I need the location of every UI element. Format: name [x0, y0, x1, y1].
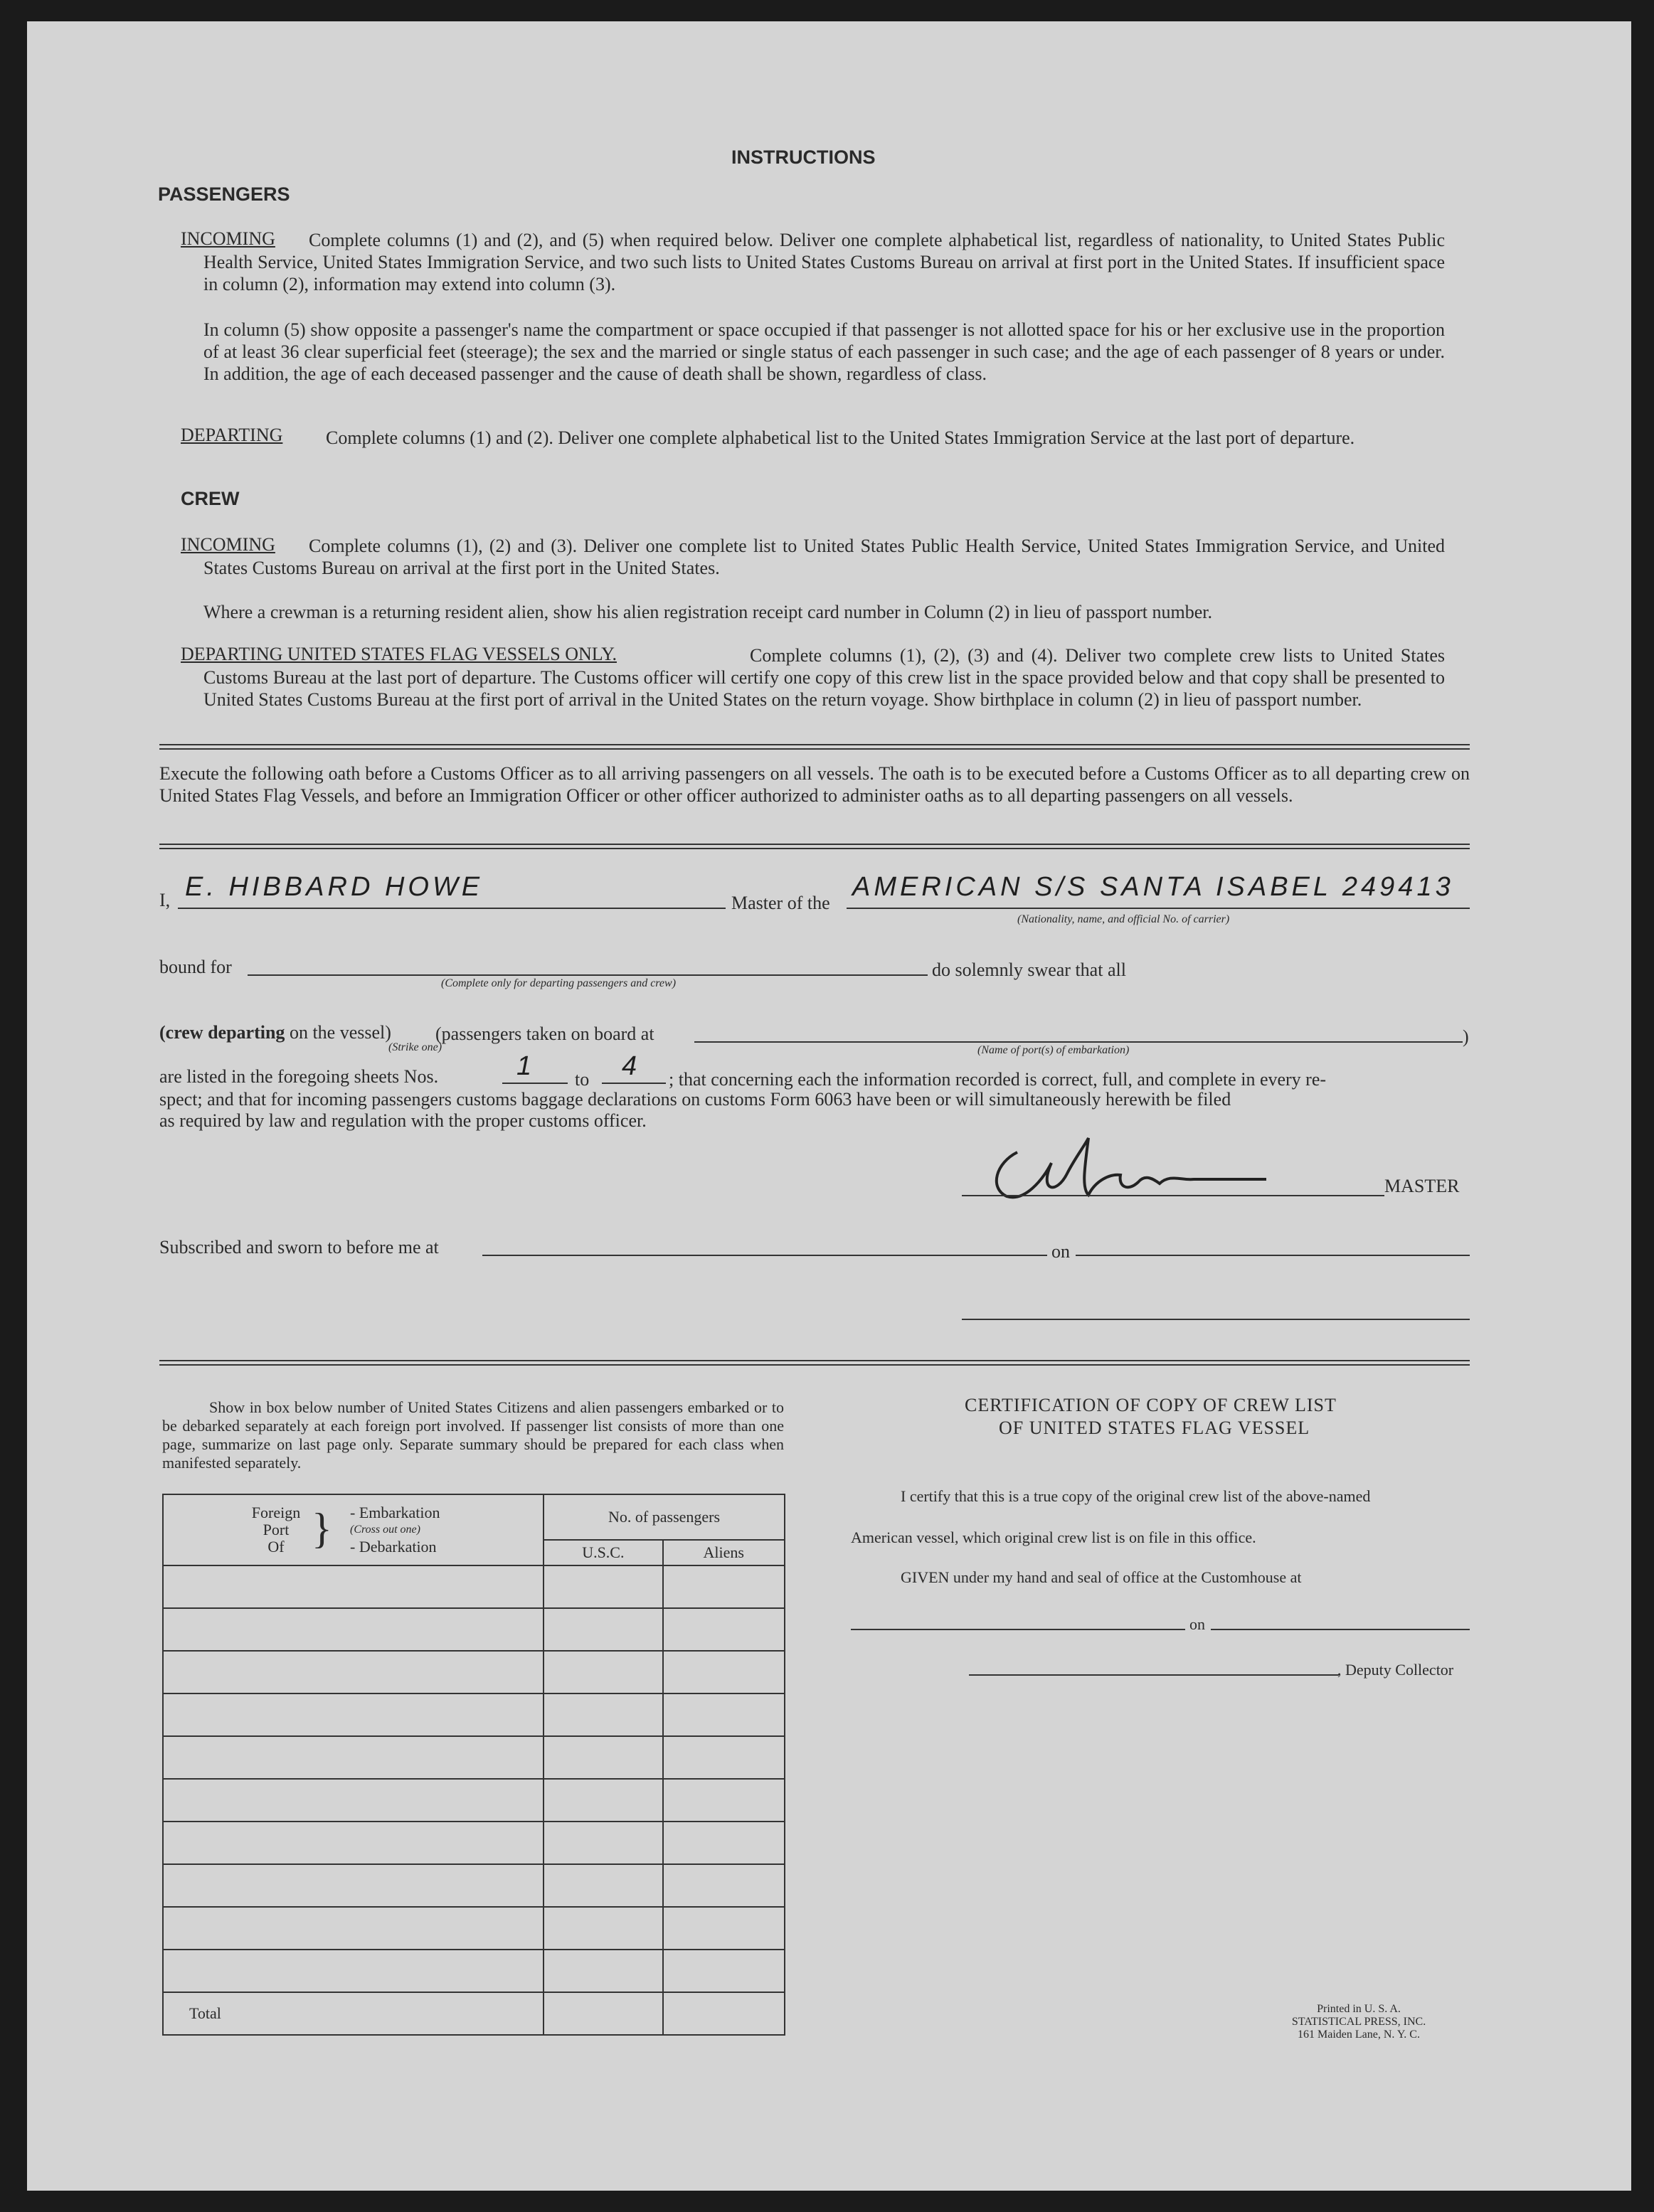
- bound-for-caption: (Complete only for departing passengers and crew): [441, 977, 677, 989]
- bound-for-label: bound for: [159, 957, 232, 977]
- bound-for-line: [248, 974, 928, 976]
- port-cell[interactable]: [163, 1565, 544, 1608]
- no-of-passengers-header: No. of passengers: [544, 1494, 785, 1540]
- swear-label: do solemnly swear that all: [932, 959, 1126, 980]
- port-cell[interactable]: [163, 1736, 544, 1779]
- certification-line-1: I certify that this is a true copy of the original crew list of the above-named: [901, 1487, 1371, 1505]
- crew-departing-text: Complete columns (1), (2), (3) and (4). Deliver two complete crew lists to United States Customs Bureau at the last port of departure. The Customs officer will certify one copy of this crew list in the space provided below and that copy shall be presented to United States Customs Bureau at the first port of arrival in the United States on the return voyage. Show birthplace in column (2) in lieu of passport number.: [203, 645, 1445, 710]
- aliens-header: Aliens: [663, 1540, 785, 1565]
- oath-line-2: spect; and that for incoming passengers customs baggage declarations on customs Form 6063 have been or will simultaneously herewith be filed: [159, 1089, 1231, 1110]
- passengers-departing-text: Complete columns (1) and (2). Deliver one complete alphabetical list to the United States Immigration Service at the last port of departure.: [326, 427, 1355, 448]
- crew-incoming-text: Complete columns (1), (2) and (3). Deliver one complete list to United States Public Health Service, United States Immigration Service, and United States Customs Bureau on arrival at the first port in the United States.: [203, 536, 1445, 578]
- aliens-cell[interactable]: [663, 1736, 785, 1779]
- embarkation-label: - Embarkation: [350, 1504, 440, 1521]
- oath-line-3: as required by law and regulation with the proper customs officer.: [159, 1110, 647, 1131]
- certification-title-1: CERTIFICATION OF COPY OF CREW LIST: [965, 1395, 1337, 1415]
- total-usc-cell[interactable]: [544, 1992, 662, 2035]
- of-label: Of: [267, 1538, 285, 1556]
- usc-cell[interactable]: [544, 1864, 662, 1907]
- aliens-cell[interactable]: [663, 1565, 785, 1608]
- sheet-from-line: [502, 1083, 568, 1084]
- printer-line-3: 161 Maiden Lane, N. Y. C.: [1298, 2028, 1420, 2041]
- summary-note: Show in box below number of United States Citizens and alien passengers embarked or to be debarked separately at each foreign port involved. If passenger list consists of more than one page, summarize on last page only. Separate summary should be prepared for each class when manifested separately.: [162, 1398, 784, 1472]
- usc-header: U.S.C.: [544, 1540, 662, 1565]
- embarkation-port-line: [694, 1041, 1463, 1043]
- crew-departing-option: (crew departing: [159, 1022, 285, 1043]
- table-row: [163, 1608, 785, 1651]
- usc-cell[interactable]: [544, 1693, 662, 1736]
- listed-label: are listed in the foregoing sheets Nos.: [159, 1066, 439, 1087]
- table-row: [163, 1779, 785, 1822]
- subscribed-label: Subscribed and sworn to before me at: [159, 1237, 439, 1257]
- listed-rest: ; that concerning each the information recorded is correct, full, and complete in every re-: [669, 1069, 1327, 1090]
- aliens-cell[interactable]: [663, 1608, 785, 1651]
- deputy-signature-line: [969, 1674, 1339, 1676]
- certification-given: GIVEN under my hand and seal of office at the Customhouse at: [901, 1568, 1302, 1586]
- printer-imprint: [1252, 2003, 1465, 2041]
- aliens-cell[interactable]: [663, 1907, 785, 1950]
- usc-cell[interactable]: [544, 1736, 662, 1779]
- close-paren: ): [1463, 1026, 1469, 1047]
- printer-line-1: Printed in U. S. A.: [1317, 2003, 1401, 2015]
- carrier-line: [847, 908, 1470, 909]
- port-cell[interactable]: [163, 1779, 544, 1822]
- divider: [159, 744, 1470, 750]
- aliens-cell[interactable]: [663, 1779, 785, 1822]
- port-label: Port: [263, 1521, 290, 1538]
- subscribed-at-line: [482, 1255, 1047, 1256]
- crew-heading: CREW: [181, 488, 240, 509]
- usc-cell[interactable]: [544, 1907, 662, 1950]
- aliens-cell[interactable]: [663, 1822, 785, 1864]
- crew-departing-choice: [159, 1021, 391, 1043]
- certification-date-line: [1211, 1629, 1470, 1630]
- debarkation-label: - Debarkation: [350, 1538, 437, 1556]
- table-row: [163, 1693, 785, 1736]
- brace-icon: }: [312, 1505, 332, 1552]
- signature-line: [962, 1195, 1384, 1196]
- port-cell[interactable]: [163, 1907, 544, 1950]
- master-of-label: Master of the: [731, 893, 830, 913]
- port-cell[interactable]: [163, 1950, 544, 1992]
- instructions-title: INSTRUCTIONS: [731, 147, 876, 168]
- port-cell[interactable]: [163, 1822, 544, 1864]
- on-vessel-label: on the vessel): [289, 1022, 391, 1043]
- certification-title-2: OF UNITED STATES FLAG VESSEL: [999, 1418, 1310, 1438]
- passengers-column5-text: In column (5) show opposite a passenger's name the compartment or space occupied if that passenger is not allotted space for his or her exclusive use in the proportion of at least 36 clear superficial feet (steerage); the sex and the married or single status of each passenger in such case; and the age of each passenger of 8 years or under. In addition, the age of each deceased passenger and the cause of death shall be shown, regardless of class.: [203, 319, 1445, 384]
- master-name: E. HIBBARD HOWE: [185, 872, 484, 902]
- oath-intro: Execute the following oath before a Customs Officer as to all arriving passengers on all vessels. The oath is to be executed before a Customs Officer as to all departing crew on United States Flag Vessels, and before an Immigration Officer or other officer authorized to administer oaths as to all departing passengers on all vessels.: [159, 763, 1470, 806]
- port-cell[interactable]: [163, 1651, 544, 1693]
- usc-cell[interactable]: [544, 1822, 662, 1864]
- certification-line-2: American vessel, which original crew list is on file in this office.: [851, 1528, 1256, 1546]
- aliens-cell[interactable]: [663, 1950, 785, 1992]
- subscribed-on-label: on: [1051, 1241, 1070, 1262]
- table-row: [163, 1907, 785, 1950]
- crew-departing-label: DEPARTING UNITED STATES FLAG VESSELS ONLY.: [181, 644, 617, 664]
- master-label: MASTER: [1384, 1176, 1460, 1196]
- table-row: [163, 1565, 785, 1608]
- total-aliens-cell[interactable]: [663, 1992, 785, 2035]
- usc-cell[interactable]: [544, 1651, 662, 1693]
- total-row: [163, 1992, 785, 2035]
- sheet-from: 1: [516, 1051, 536, 1081]
- passengers-incoming-text: Complete columns (1) and (2), and (5) when required below. Deliver one complete alphabetical list, regardless of nationality, to United States Public Health Service, United States Immigration Service, and two such lists to United States Customs Bureau on arrival at first port in the United States. If insufficient space in column (2), information may extend into column (3).: [203, 230, 1445, 294]
- carrier-name: AMERICAN S/S SANTA ISABEL 249413: [852, 872, 1454, 902]
- cross-out-label: (Cross out one): [350, 1524, 420, 1536]
- divider: [159, 1360, 1470, 1366]
- subscribed-on-line: [1076, 1255, 1470, 1256]
- aliens-cell[interactable]: [663, 1693, 785, 1736]
- usc-cell[interactable]: [544, 1779, 662, 1822]
- strike-one-caption: (Strike one): [388, 1041, 442, 1053]
- i-label: I,: [159, 890, 171, 910]
- certification-on-label: on: [1189, 1615, 1205, 1633]
- port-cell[interactable]: [163, 1693, 544, 1736]
- table-row: [163, 1651, 785, 1693]
- divider: [159, 844, 1470, 849]
- passengers-incoming-label: INCOMING: [181, 228, 275, 249]
- usc-cell[interactable]: [544, 1608, 662, 1651]
- table-row: [163, 1822, 785, 1864]
- usc-cell[interactable]: [544, 1950, 662, 1992]
- crew-resident-text: Where a crewman is a returning resident alien, show his alien registration receipt card number in Column (2) in lieu of passport number.: [203, 602, 1213, 622]
- to-label: to: [575, 1069, 590, 1090]
- carrier-caption: (Nationality, name, and official No. of carrier): [1017, 913, 1230, 925]
- passenger-summary-table: [162, 1494, 785, 2036]
- total-label: Total: [163, 1992, 544, 2035]
- passengers-heading: PASSENGERS: [158, 184, 290, 205]
- master-signature: [968, 1124, 1281, 1209]
- passengers-taken-label: (passengers taken on board at: [435, 1023, 654, 1044]
- table-row: [163, 1950, 785, 1992]
- printer-line-2: STATISTICAL PRESS, INC.: [1291, 2016, 1426, 2028]
- crew-incoming-label: INCOMING: [181, 534, 275, 555]
- aliens-cell[interactable]: [663, 1864, 785, 1907]
- sheet-to: 4: [622, 1051, 641, 1081]
- master-name-line: [178, 908, 726, 909]
- table-row: [163, 1864, 785, 1907]
- sheet-to-line: [602, 1083, 666, 1084]
- passengers-departing-label: DEPARTING: [181, 425, 283, 445]
- officer-signature-line: [962, 1319, 1470, 1320]
- aliens-cell[interactable]: [663, 1651, 785, 1693]
- deputy-collector-label: , Deputy Collector: [1337, 1661, 1454, 1679]
- usc-cell[interactable]: [544, 1565, 662, 1608]
- port-cell[interactable]: [163, 1864, 544, 1907]
- port-cell[interactable]: [163, 1608, 544, 1651]
- foreign-label: Foreign: [251, 1504, 301, 1521]
- table-row: [163, 1736, 785, 1779]
- customhouse-line: [851, 1629, 1185, 1630]
- ports-caption: (Name of port(s) of embarkation): [977, 1044, 1130, 1056]
